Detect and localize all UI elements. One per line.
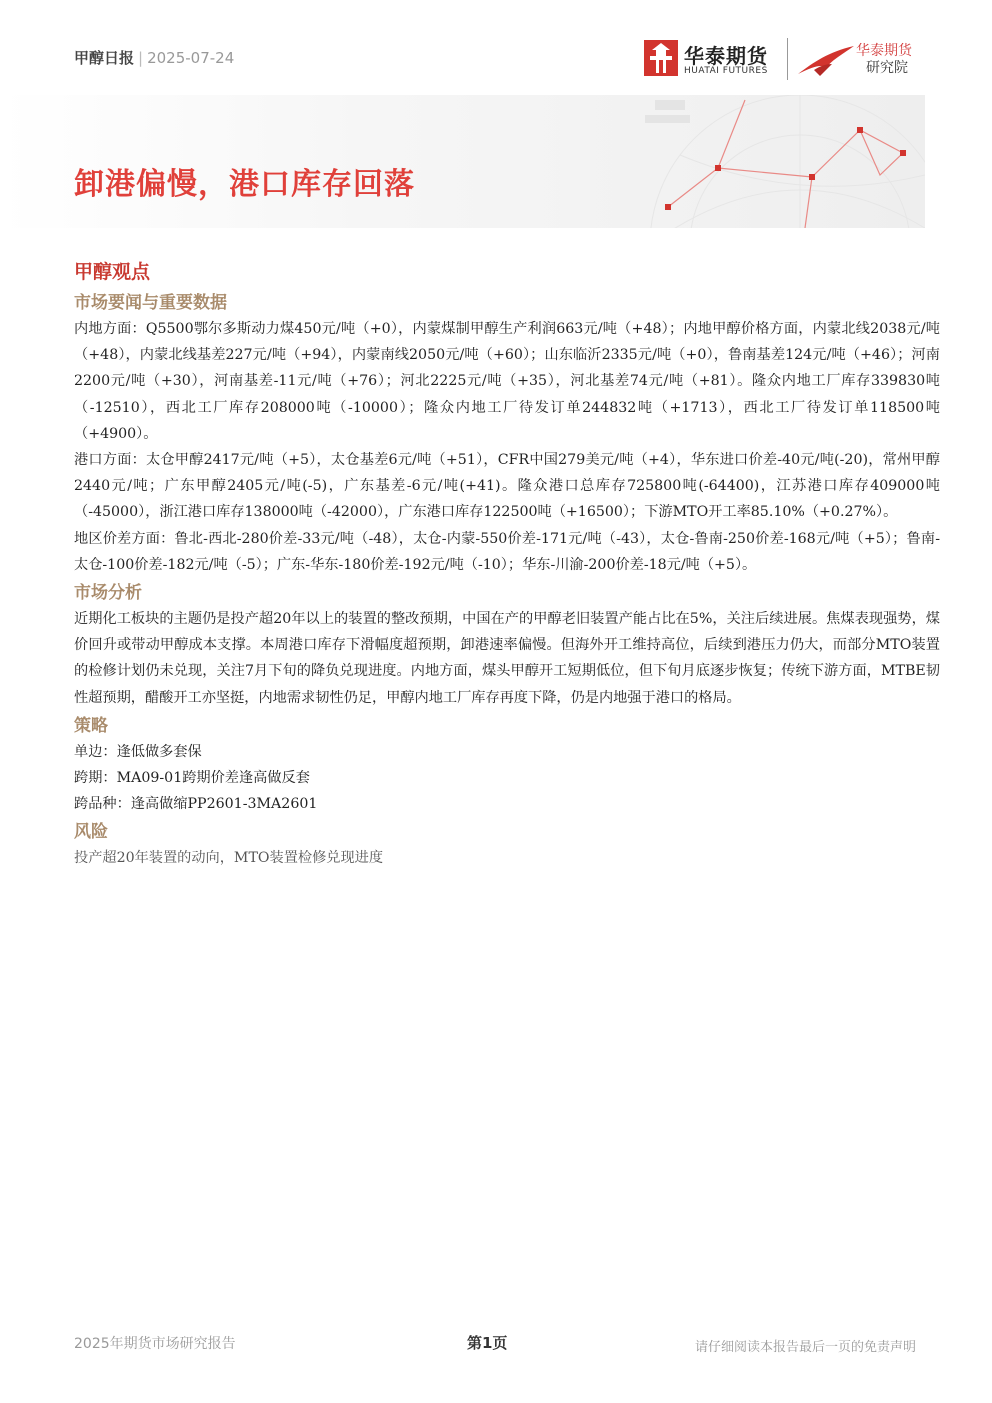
report-title: 卸港偏慢，港口库存回落 xyxy=(74,167,415,202)
research-bird-icon xyxy=(796,42,856,78)
doc-type: 甲醇日报 xyxy=(74,49,135,67)
doc-tag-separator: | xyxy=(138,49,144,67)
huatai-logo-icon xyxy=(644,40,678,76)
huatai-logo xyxy=(644,40,784,80)
doc-date: 2025-07-24 xyxy=(147,49,235,67)
logo-divider xyxy=(787,38,788,80)
main-content xyxy=(74,256,940,872)
footer-disclaimer-note: 请仔细阅读本报告最后一页的免责声明 xyxy=(694,1340,916,1355)
doc-tag xyxy=(74,47,234,68)
institute-line1: 华泰期货 xyxy=(856,43,912,59)
institute-logo xyxy=(796,38,926,80)
strategy-calendar: 跨期：MA09-01跨期价差逢高做反套 xyxy=(74,770,310,787)
footer-page-number: 第1页 xyxy=(467,1334,508,1352)
footer-report-name: 2025年期货市场研究报告 xyxy=(74,1336,236,1352)
logo-en-text: HUATAI FUTURES xyxy=(684,66,768,76)
news-port: 港口方面：太仓甲醇2417元/吨（+5），太仓基差6元/吨（+51），CFR中国279美元/吨（+4），华东进口价差-40元/吨(-20)，常州甲醇2440元/吨；广东甲醇2405元/吨(-5)，广东基差-6元/吨(+41)。隆众港口总库存725800吨(-64400)，江苏港口库存409000吨（-45000），浙江港口库存138000吨（-42000），广东港口库存122500吨（+16500）；下游MTO开工率85.10%（+0.27%）。 xyxy=(74,452,940,521)
news-regional-spread: 地区价差方面：鲁北-西北-280价差-33元/吨（-48），太仓-内蒙-550价差-171元/吨（-43），太仓-鲁南-250价差-168元/吨（+5）；鲁南-太仓-100价差-182元/吨（-5）；广东-华东-180价差-192元/吨（-10）；华东-川渝-200价差-18元/吨（+5）。 xyxy=(74,530,940,573)
subsection-risk: 风险 xyxy=(74,822,108,843)
strategy-single-side: 单边：逢低做多套保 xyxy=(74,743,202,760)
subsection-strategy: 策略 xyxy=(74,715,108,736)
subsection-analysis: 市场分析 xyxy=(74,583,142,604)
news-inland: 内地方面：Q5500鄂尔多斯动力煤450元/吨（+0），内蒙煤制甲醇生产利润663元/吨（+48）；内地甲醇价格方面，内蒙北线2038元/吨（+48），内蒙北线基差227元/吨（+94），内蒙南线2050元/吨（+60）；山东临沂2335元/吨（+0），鲁南基差124元/吨（+46）；河南2200元/吨（+30），河南基差-11元/吨（+76）；河北2225元/吨（+35），河北基差74元/吨（+81）。隆众内地工厂库存339830吨（-12510），西北工厂库存208000吨（-10000）；隆众内地工厂待发订单244832吨（+1713），西北工厂待发订单118500吨（+4900）。 xyxy=(74,321,940,442)
logo-cn-text: 华泰期货 xyxy=(684,44,768,68)
title-banner xyxy=(0,95,925,228)
page-header xyxy=(0,0,992,95)
section-methanol-view: 甲醇观点 xyxy=(74,261,151,283)
risk-paragraph: 投产超20年装置的动向，MTO装置检修兑现进度 xyxy=(74,850,384,867)
strategy-cross-product: 跨品种：逢高做缩PP2601-3MA2601 xyxy=(74,796,318,813)
analysis-paragraph: 近期化工板块的主题仍是投产超20年以上的装置的整改预期，中国在产的甲醇老旧装置产能占比在5%，关注后续进展。焦煤表现强势，煤价回升或带动甲醇成本支撑。本周港口库存下滑幅度超预期，卸港速率偏慢。但海外开工维持高位，后续到港压力仍大，而部分MTO装置的检修计划仍未兑现，关注7月下旬的降负兑现进度。内地方面，煤头甲醇开工短期低位，但下旬月底逐步恢复；传统下游方面，MTBE韧性超预期，醋酸开工亦坚挺，内地需求韧性仍足，甲醇内地工厂库存再度下降，仍是内地强于港口的格局。 xyxy=(74,611,940,706)
page-footer xyxy=(74,1330,916,1356)
subsection-news: 市场要闻与重要数据 xyxy=(74,293,227,313)
institute-line2: 研究院 xyxy=(866,60,908,76)
